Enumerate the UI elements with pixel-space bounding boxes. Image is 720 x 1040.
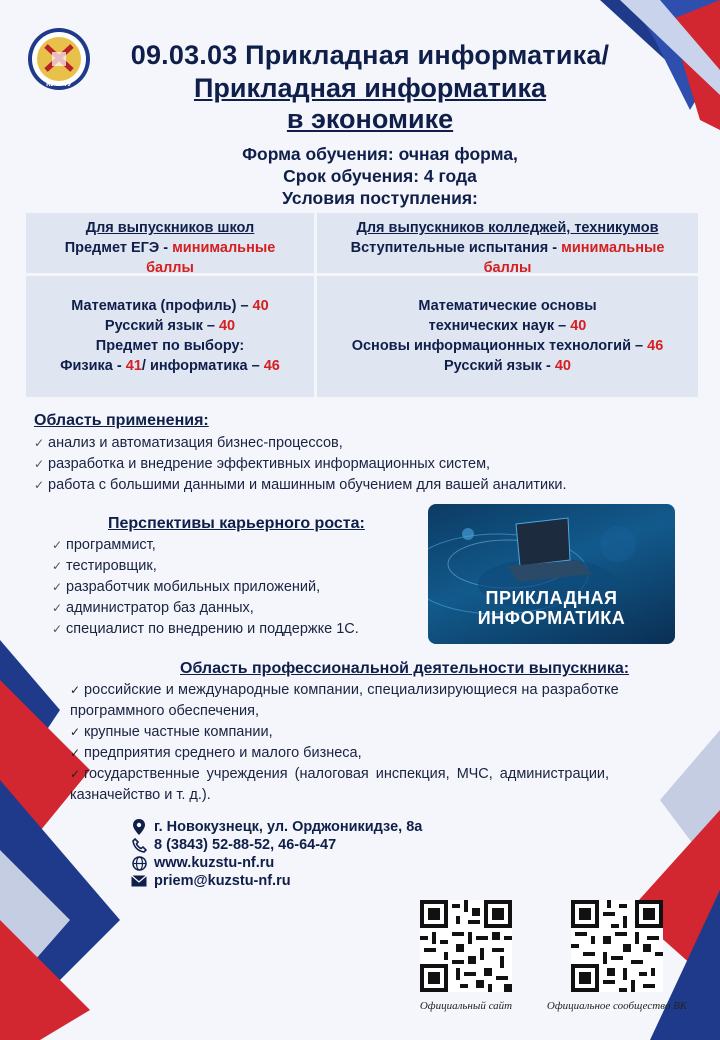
college-header: Для выпускников колледжей, техникумов xyxy=(356,220,659,236)
title-code: 09.03.03 Прикладная информатика/ xyxy=(130,40,610,70)
svg-text:КУЗГТУ: КУЗГТУ xyxy=(46,81,72,88)
admission-conditions-title: Условия поступления: xyxy=(282,188,478,208)
location-pin-icon xyxy=(130,818,148,836)
check-icon: ✓ xyxy=(52,580,63,594)
check-icon: ✓ xyxy=(34,478,45,492)
study-info xyxy=(120,143,640,209)
title-name: Прикладная информатика xyxy=(193,73,546,103)
list-item: ✓ разработчик мобильных приложений, xyxy=(52,577,365,598)
vk-qr-caption: Официальное сообщество ВК xyxy=(546,1000,688,1012)
list-item: ✓ крупные частные компании, xyxy=(70,722,629,743)
school-header-cell xyxy=(26,213,314,276)
check-icon: ✓ xyxy=(34,436,45,450)
career-section xyxy=(52,515,365,640)
promo-text: ПРИКЛАДНАЯ ИНФОРМАТИКА xyxy=(477,588,626,628)
application-section xyxy=(34,412,567,496)
professional-title: Область профессиональной деятельности выпускника: xyxy=(180,660,630,677)
check-icon: ✓ xyxy=(70,746,81,760)
school-header: Для выпускников школ xyxy=(85,220,255,236)
list-item: ✓ тестировщик, xyxy=(52,556,365,577)
school-subject-line: Предмет ЕГЭ - минимальные xyxy=(64,240,276,256)
check-icon: ✓ xyxy=(70,683,81,697)
college-min-label: баллы xyxy=(483,260,532,276)
career-title: Перспективы карьерного роста: xyxy=(108,515,365,532)
site-qr-code[interactable] xyxy=(420,900,512,992)
list-item: программного обеспечения, xyxy=(70,703,260,719)
phone-icon xyxy=(130,836,148,854)
study-form: Форма обучения: очная форма, xyxy=(242,144,518,164)
college-header-cell xyxy=(317,213,698,276)
list-item: ✓ российские и международные компании, специализирующиеся на разработке xyxy=(70,680,629,701)
check-icon: ✓ xyxy=(70,725,81,739)
check-icon: ✓ xyxy=(70,767,81,781)
check-icon: ✓ xyxy=(34,457,45,471)
college-scores-cell xyxy=(317,276,698,397)
college-subject-row: Математические основы xyxy=(418,298,597,314)
check-icon: ✓ xyxy=(52,559,63,573)
list-item: ✓ работа с большими данными и машинным обучением для вашей аналитики. xyxy=(34,475,567,496)
school-choice-row: Физика - 41/ информатика – 46 xyxy=(60,358,280,374)
contact-address: г. Новокузнецк, ул. Орджоникидзе, 8а xyxy=(130,818,422,836)
school-min-label: баллы xyxy=(146,260,194,276)
study-term: Срок обучения: 4 года xyxy=(283,166,477,186)
college-subject-row: Русский язык - 40 xyxy=(444,358,571,374)
application-title: Область применения: xyxy=(34,412,209,429)
list-item: ✓ анализ и автоматизация бизнес-процессов, xyxy=(34,433,567,454)
list-item: ✓ программист, xyxy=(52,535,365,556)
school-subject-row: Математика (профиль) – 40 xyxy=(71,298,269,314)
school-choice-label: Предмет по выбору: xyxy=(95,338,245,354)
list-item: ✓ предприятия среднего и малого бизнеса, xyxy=(70,743,629,764)
school-subject-row: Русский язык – 40 xyxy=(104,318,236,334)
college-subject-line: Вступительные испытания - минимальные xyxy=(350,240,665,256)
list-item: ✓ государственные учреждения (налоговая инспекция, МЧС, администрации, xyxy=(70,764,629,785)
contact-email[interactable]: priem@kuzstu-nf.ru xyxy=(130,872,422,890)
check-icon: ✓ xyxy=(52,622,63,636)
college-subject-row: Основы информационных технологий – 46 xyxy=(351,338,664,354)
contact-phone: 8 (3843) 52-88-52, 46-64-47 xyxy=(130,836,422,854)
title-profile: в экономике xyxy=(286,104,454,134)
vk-qr-code[interactable] xyxy=(571,900,663,992)
college-subject-row: технических наук – 40 xyxy=(428,318,587,334)
site-qr-caption: Официальный сайт xyxy=(419,1000,513,1012)
professional-section xyxy=(70,660,629,806)
contacts xyxy=(130,818,422,890)
contact-site[interactable]: www.kuzstu-nf.ru xyxy=(130,854,422,872)
list-item: ✓ разработка и внедрение эффективных информационных систем, xyxy=(34,454,567,475)
mail-icon xyxy=(130,872,148,890)
list-item: казначейство и т. д.). xyxy=(70,787,211,803)
university-logo xyxy=(26,26,92,92)
admission-table xyxy=(26,213,698,397)
program-title xyxy=(90,40,650,135)
check-icon: ✓ xyxy=(52,538,63,552)
globe-icon xyxy=(130,854,148,872)
list-item: ✓ специалист по внедрению и поддержке 1С. xyxy=(52,619,365,640)
promo-image xyxy=(428,504,675,644)
list-item: ✓ администратор баз данных, xyxy=(52,598,365,619)
check-icon: ✓ xyxy=(52,601,63,615)
school-scores-cell xyxy=(26,276,314,397)
